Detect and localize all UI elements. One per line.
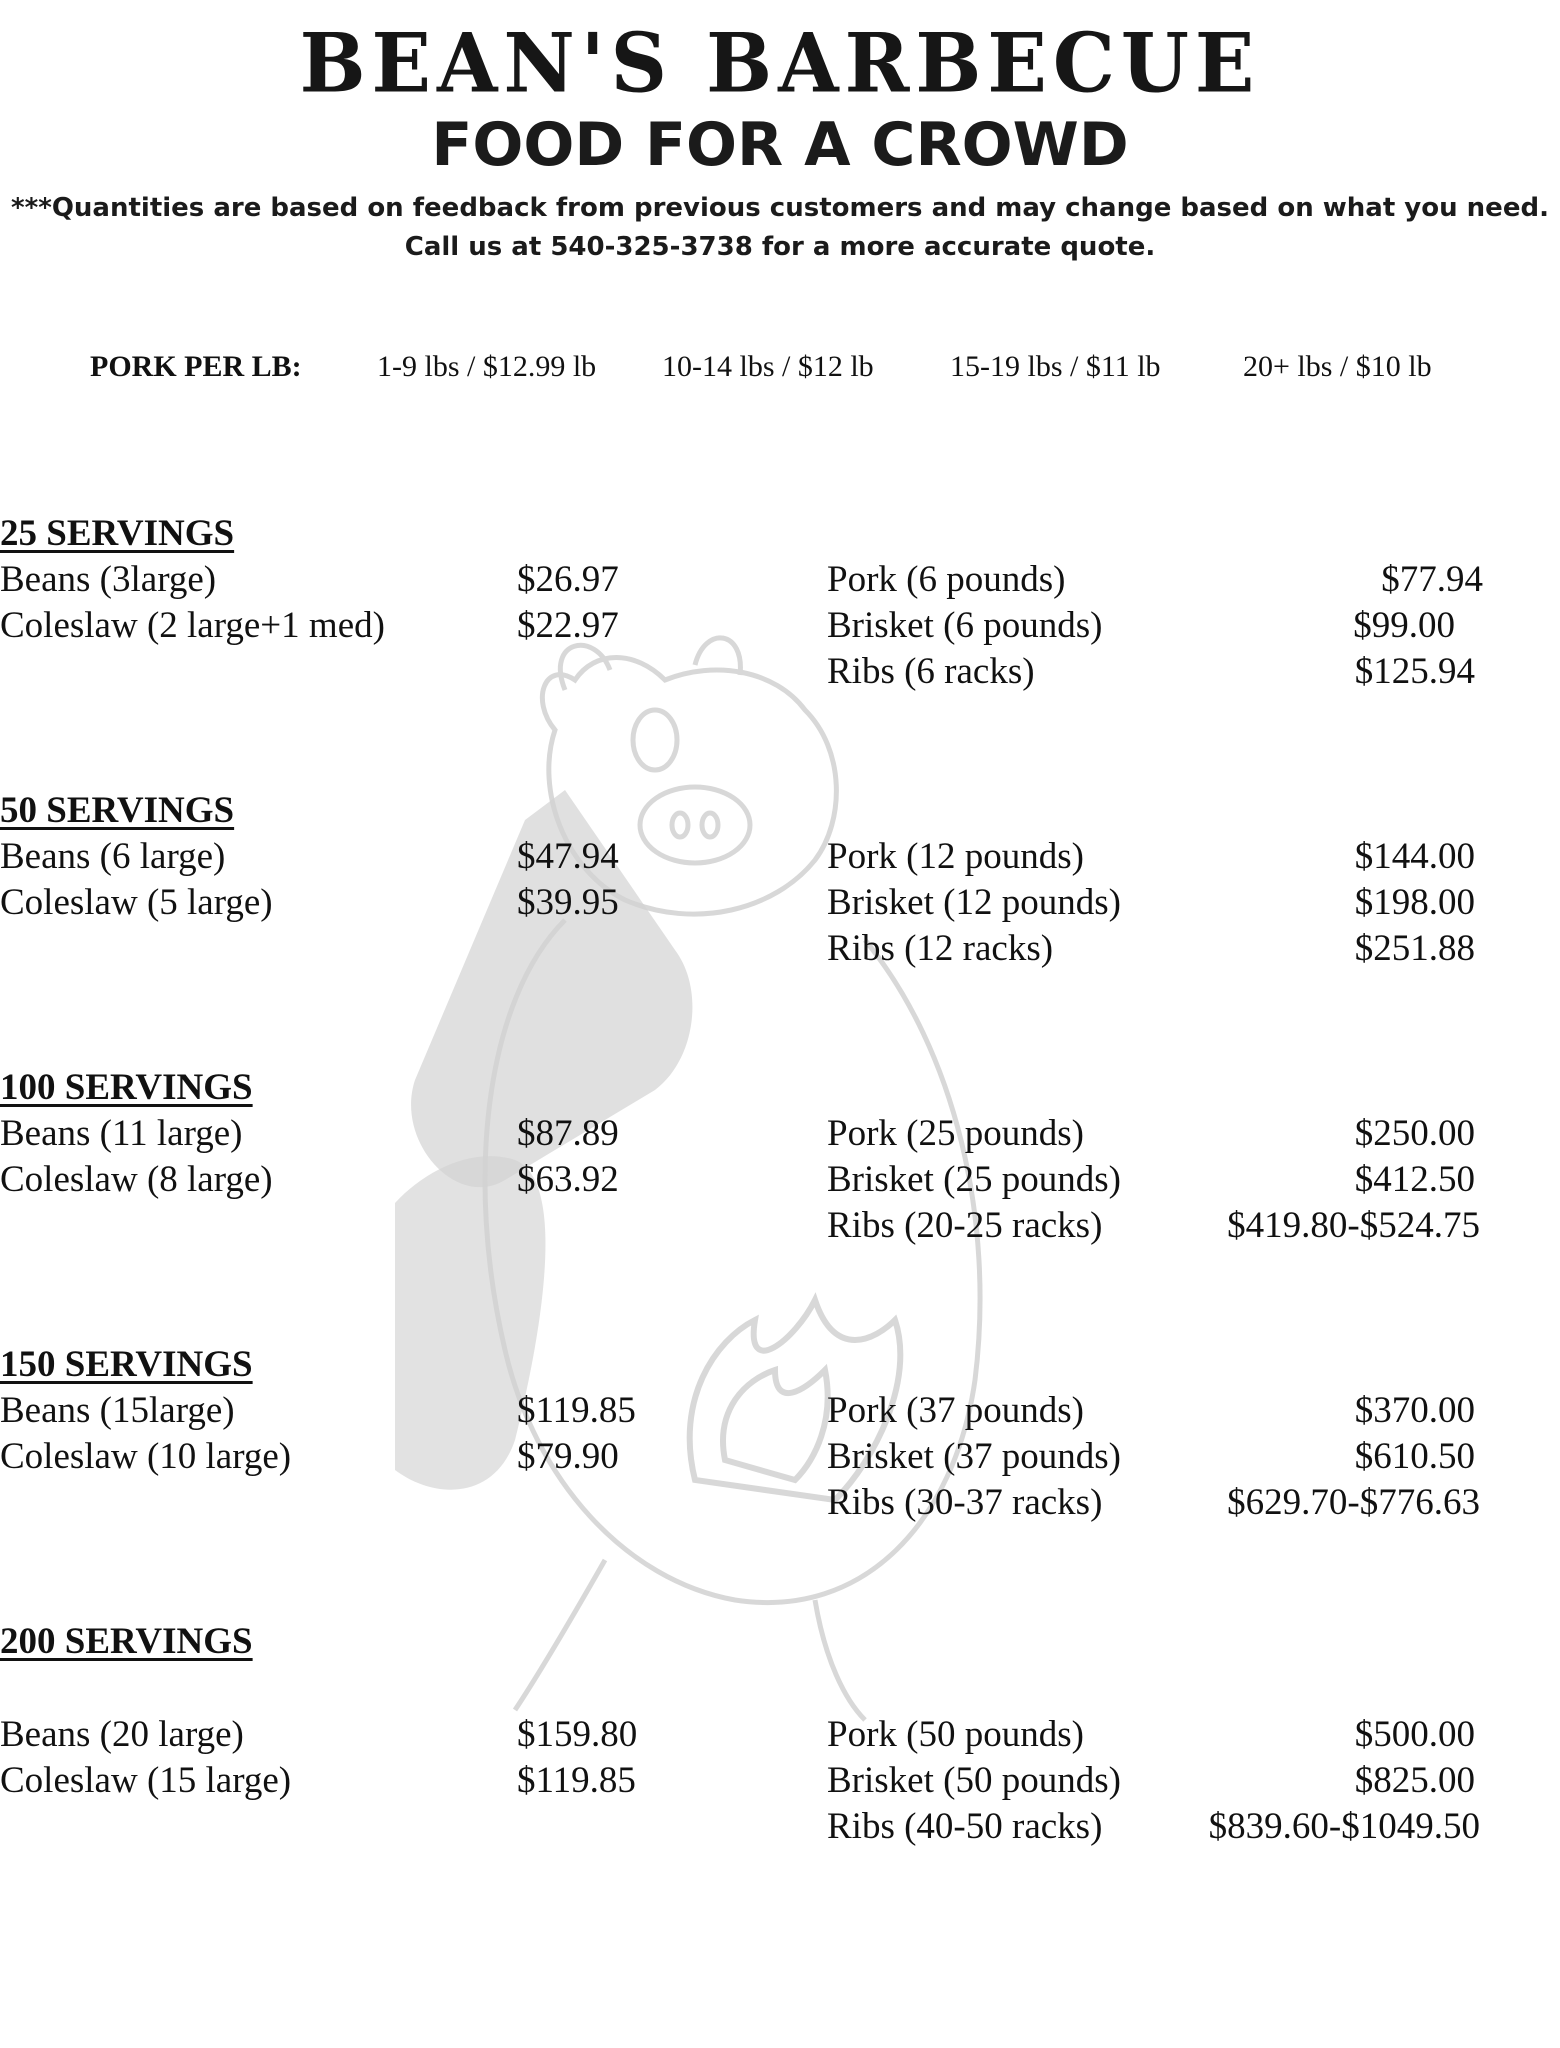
item-price: $159.80	[517, 1714, 638, 1755]
item-price: $77.94	[1381, 559, 1483, 600]
item-price: $198.00	[1354, 882, 1475, 923]
item-price: $79.90	[517, 1436, 619, 1477]
item-price: $500.00	[1354, 1714, 1475, 1755]
item-price: $839.60-$1049.50	[1208, 1806, 1480, 1847]
item-name: Pork (12 pounds)	[827, 836, 1084, 877]
item-name: Beans (3large)	[0, 559, 217, 600]
page-subtitle: FOOD FOR A CROWD	[431, 110, 1129, 180]
item-name: Brisket (12 pounds)	[827, 882, 1121, 923]
item-price: $63.92	[517, 1159, 619, 1200]
item-price: $47.94	[517, 836, 619, 877]
item-name: Ribs (20-25 racks)	[827, 1205, 1103, 1246]
pork-per-lb-label: PORK PER LB:	[90, 350, 302, 383]
item-price: $610.50	[1354, 1436, 1475, 1477]
item-price: $26.97	[517, 559, 619, 600]
item-price: $144.00	[1354, 836, 1475, 877]
item-price: $629.70-$776.63	[1227, 1482, 1480, 1523]
item-name: Ribs (6 racks)	[827, 651, 1035, 692]
item-name: Beans (15large)	[0, 1390, 235, 1431]
item-price: $251.88	[1354, 928, 1475, 969]
item-price: $419.80-$524.75	[1227, 1205, 1480, 1246]
item-name: Coleslaw (10 large)	[0, 1436, 292, 1477]
section-title: 50 SERVINGS	[0, 790, 235, 831]
item-name: Brisket (37 pounds)	[827, 1436, 1121, 1477]
item-price: $119.85	[517, 1390, 636, 1431]
section-title: 100 SERVINGS	[0, 1067, 253, 1108]
pork-tier: 20+ lbs / $10 lb	[1243, 350, 1432, 383]
item-name: Pork (6 pounds)	[827, 559, 1066, 600]
item-price: $370.00	[1354, 1390, 1475, 1431]
section-title: 25 SERVINGS	[0, 513, 235, 554]
item-price: $250.00	[1354, 1113, 1475, 1154]
item-name: Ribs (12 racks)	[827, 928, 1054, 969]
item-price: $119.85	[517, 1760, 636, 1801]
pork-tier: 15-19 lbs / $11 lb	[950, 350, 1161, 383]
item-name: Beans (11 large)	[0, 1113, 243, 1154]
restaurant-title: BEAN'S BARBECUE	[299, 15, 1261, 112]
item-name: Beans (20 large)	[0, 1714, 244, 1755]
quantity-note: ***Quantities are based on feedback from previous customers and may change based on what you need.	[11, 193, 1549, 223]
item-name: Ribs (40-50 racks)	[827, 1806, 1103, 1847]
item-name: Pork (50 pounds)	[827, 1714, 1084, 1755]
item-name: Coleslaw (2 large+1 med)	[0, 605, 385, 646]
item-name: Coleslaw (5 large)	[0, 882, 273, 923]
item-price: $825.00	[1354, 1760, 1475, 1801]
phone-note: Call us at 540-325-3738 for a more accurate quote.	[404, 232, 1156, 262]
pork-tier: 10-14 lbs / $12 lb	[662, 350, 874, 383]
section-title: 200 SERVINGS	[0, 1621, 253, 1662]
item-price: $99.00	[1353, 605, 1455, 646]
item-name: Brisket (50 pounds)	[827, 1760, 1121, 1801]
pork-tier: 1-9 lbs / $12.99 lb	[377, 350, 597, 383]
section-title: 150 SERVINGS	[0, 1344, 253, 1385]
item-name: Ribs (30-37 racks)	[827, 1482, 1103, 1523]
item-price: $39.95	[517, 882, 619, 923]
item-name: Coleslaw (8 large)	[0, 1159, 273, 1200]
item-price: $22.97	[517, 605, 619, 646]
item-name: Beans (6 large)	[0, 836, 226, 877]
item-price: $412.50	[1354, 1159, 1475, 1200]
item-name: Brisket (25 pounds)	[827, 1159, 1121, 1200]
item-name: Pork (25 pounds)	[827, 1113, 1084, 1154]
item-price: $125.94	[1354, 651, 1475, 692]
item-price: $87.89	[517, 1113, 619, 1154]
item-name: Pork (37 pounds)	[827, 1390, 1084, 1431]
item-name: Brisket (6 pounds)	[827, 605, 1103, 646]
item-name: Coleslaw (15 large)	[0, 1760, 292, 1801]
